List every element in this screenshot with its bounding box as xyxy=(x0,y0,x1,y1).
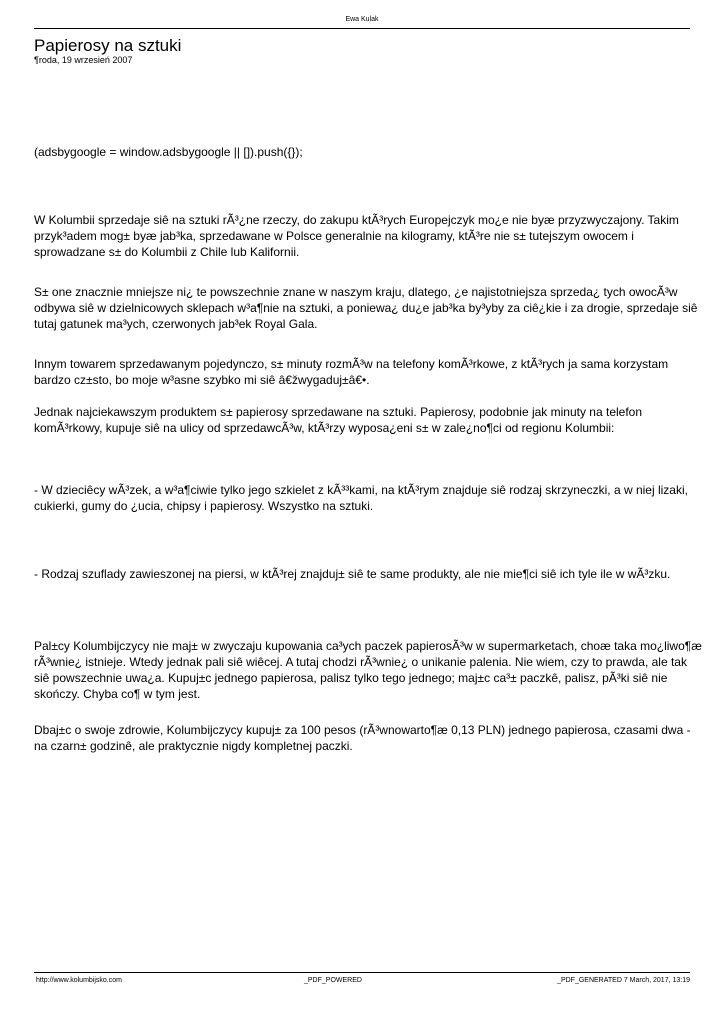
paragraph-5: - W dzieciêcy wÃ³zek, a w³a¶ciwie tylko jego szkielet z kÃ³³kami, na ktÃ³rym znajduje siê rodzaj skrzyneczki, a w niej lizaki, cukierki, gumy do ¿ucia, chipsy i papierosy. Wszystko na sztuki. xyxy=(34,483,688,513)
paragraph-1: W Kolumbii sprzedaje siê na sztuki rÃ³¿ne rzeczy, do zakupu ktÃ³rych Europejczyk mo¿e nie byæ przyzwyczajony. Takim przyk³adem mog± byæ jab³ka, sprzedawane w Polsce generalnie na kilogramy, ktÃ³re nie s± tutejszym owocem i sprowadzane s± do Kolumbii z Chile lub Kalifornii. xyxy=(34,213,679,259)
paragraph-ad-script: (adsbygoogle = window.adsbygoogle || []).push({}); xyxy=(34,145,303,159)
header-author: Ewa Kulak xyxy=(345,16,379,23)
footer-generated: _PDF_GENERATED 7 March, 2017, 13:19 xyxy=(557,977,690,984)
footer-powered: _PDF_POWERED xyxy=(304,977,362,984)
page-footer xyxy=(34,972,690,989)
paragraph-3: Innym towarem sprzedawanym pojedynczo, s± minuty rozmÃ³w na telefony komÃ³rkowe, z ktÃ³rych ja sama korzystam bardzo cz±sto, bo moje w³asne szybko mi siê â€žwygaduj±â€•. xyxy=(34,357,669,387)
title-block xyxy=(34,37,181,65)
article-title: Papierosy na sztuki xyxy=(34,36,182,55)
paragraph-7: Pal±cy Kolumbijczycy nie maj± w zwyczaju kupowania ca³ych paczek papierosÃ³w w supermarketach, choæ taka mo¿liwo¶æ rÃ³wnie¿ istnieje. Wtedy jednak pali siê wiêcej. A tutaj chodzi rÃ³wnie¿ o unikanie palenia. Nie wiem, czy to prawda, ale tak siê powszechnie uwa¿a. Kupuj±c jednego papierosa, palisz tylko tego jednego; maj±c ca³± paczkê, palisz, pÃ³ki siê nie skończy. Chyba co¶ w tym jest. xyxy=(34,639,702,701)
footer-url: http://www.kolumbijsko.com xyxy=(36,977,122,984)
paragraph-6: - Rodzaj szuflady zawieszonej na piersi, w ktÃ³rej znajduj± siê te same produkty, ale nie mie¶ci siê ich tyle ile w wÃ³zku. xyxy=(34,567,671,581)
article-date: ¶roda, 19 wrzesień 2007 xyxy=(34,55,133,65)
paragraph-2: S± one znacznie mniejsze ni¿ te powszechnie znane w naszym kraju, dlatego, ¿e najistotniejsza sprzeda¿ tych owocÃ³w odbywa siê w dzielnicowych sklepach w³a¶nie na sztuki, a poniewa¿ du¿e jab³ka by³yby za ciê¿kie i za drogie, sprzedaje siê tutaj gatunek ma³ych, czerwonych jab³ek Royal Gala. xyxy=(34,285,698,331)
paragraph-8: Dbaj±c o swoje zdrowie, Kolumbijczycy kupuj± za 100 pesos (rÃ³wnowarto¶æ 0,13 PLN) jednego papierosa, czasami dwa - na czarn± godzinê, ale praktycznie nigdy kompletnej paczki. xyxy=(34,723,691,753)
page-header xyxy=(34,0,690,29)
paragraph-4: Jednak najciekawszym produktem s± papierosy sprzedawane na sztuki. Papierosy, podobnie jak minuty na telefon komÃ³rkowy, kupuje siê na ulicy od sprzedawcÃ³w, ktÃ³rzy wyposa¿eni s± w zale¿no¶ci od regionu Kolumbii: xyxy=(34,405,643,435)
